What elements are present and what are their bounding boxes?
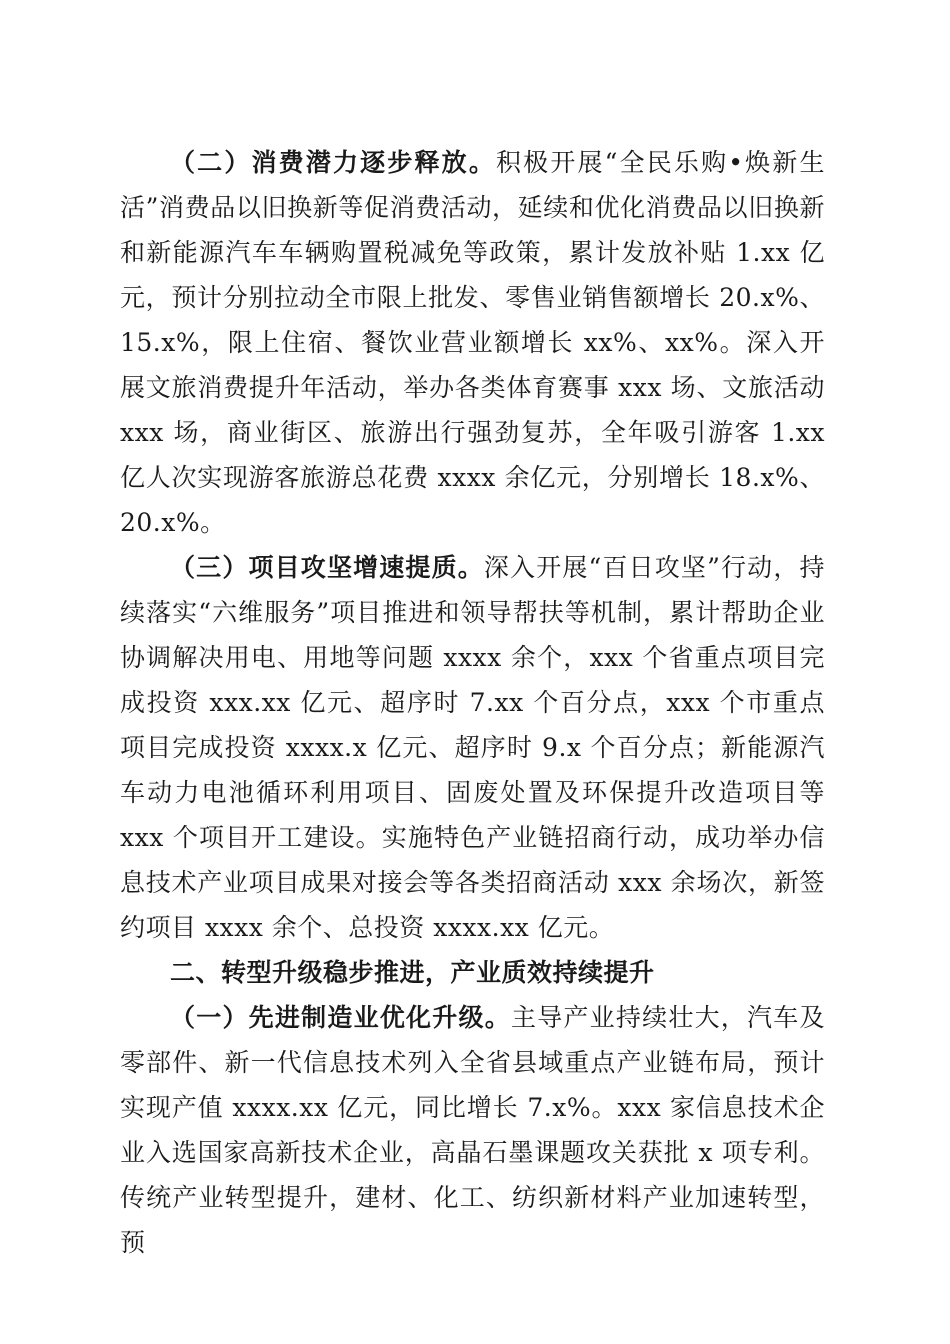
- paragraph-consumption: [120, 140, 825, 545]
- subhead-projects: （三）项目攻坚增速提质。: [170, 553, 484, 582]
- paragraph-manufacturing-text: 主导产业持续壮大，汽车及零部件、新一代信息技术列入全省县域重点产业链布局，预计实现产值 xxxx.xx 亿元，同比增长 7.x%。xxx 家信息技术企业入选国家高新技术企业，高晶石墨课题攻关获批 x 项专利。传统产业转型提升，建材、化工、纺织新材料产业加速转型，预: [120, 1003, 825, 1257]
- section-heading-transformation: 二、转型升级稳步推进，产业质效持续提升: [170, 958, 655, 987]
- subhead-manufacturing: （一）先进制造业优化升级。: [170, 1003, 511, 1032]
- paragraph-projects-text: 深入开展“百日攻坚”行动，持续落实“六维服务”项目推进和领导帮扶等机制，累计帮助企业协调解决用电、用地等问题 xxxx 余个，xxx 个省重点项目完成投资 xxx.xx 亿元、超序时 7.xx 个百分点，xxx 个市重点项目完成投资 xxxx.x 亿元、超序时 9.x 个百分点；新能源汽车动力电池循环利用项目、固废处置及环保提升改造项目等 xxx 个项目开工建设。实施特色产业链招商行动，成功举办信息技术产业项目成果对接会等各类招商活动 xxx 余场次，新签约项目 xxxx 余个、总投资 xxxx.xx 亿元。: [120, 553, 825, 942]
- subhead-consumption: （二）消费潜力逐步释放。: [170, 148, 496, 177]
- paragraph-manufacturing: [120, 995, 825, 1265]
- paragraph-projects: [120, 545, 825, 950]
- paragraph-consumption-text: 积极开展“全民乐购•焕新生活”消费品以旧换新等促消费活动，延续和优化消费品以旧换新和新能源汽车车辆购置税减免等政策，累计发放补贴 1.xx 亿元，预计分别拉动全市限上批发、零售业销售额增长 20.x%、15.x%，限上住宿、餐饮业营业额增长 xx%、xx%。深入开展文旅消费提升年活动，举办各类体育赛事 xxx 场、文旅活动 xxx 场，商业街区、旅游出行强劲复苏，全年吸引游客 1.xx 亿人次实现游客旅游总花费 xxxx 余亿元，分别增长 18.x%、20.x%。: [120, 148, 825, 537]
- document-body: [120, 140, 825, 1265]
